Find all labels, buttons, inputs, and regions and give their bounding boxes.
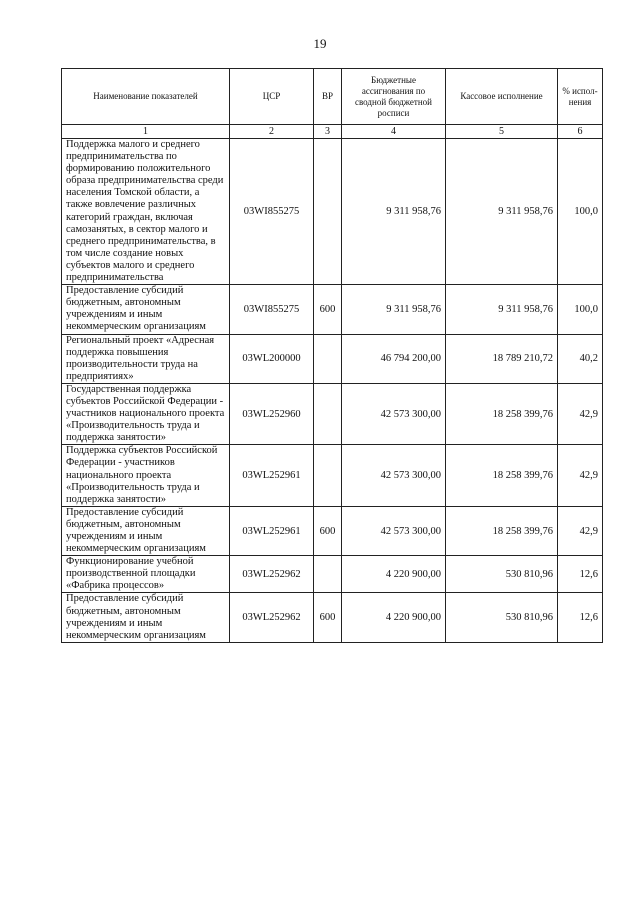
table-row — [62, 506, 603, 555]
row-budget: 46 794 200,00 — [342, 334, 446, 383]
row-pct: 100,0 — [558, 285, 603, 334]
row-budget: 9 311 958,76 — [342, 139, 446, 285]
table-row — [62, 445, 603, 506]
row-vr — [314, 445, 342, 506]
row-cash: 18 789 210,72 — [446, 334, 558, 383]
column-number: 4 — [342, 125, 446, 139]
row-vr: 600 — [314, 285, 342, 334]
row-vr — [314, 139, 342, 285]
row-cash: 9 311 958,76 — [446, 139, 558, 285]
row-csr: 03WI855275 — [230, 285, 314, 334]
row-csr: 03WL252962 — [230, 593, 314, 642]
row-name: Государственная поддержка субъектов Российской Федерации - участников национального проекта «Производительность труда и поддержка занятости» — [62, 383, 230, 444]
table-row — [62, 556, 603, 593]
row-pct: 40,2 — [558, 334, 603, 383]
row-name: Функционирование учебной производственной площадки «Фабрика процессов» — [62, 556, 230, 593]
table-row — [62, 139, 603, 285]
row-budget: 9 311 958,76 — [342, 285, 446, 334]
row-cash: 18 258 399,76 — [446, 445, 558, 506]
page-number: 19 — [313, 36, 327, 51]
row-csr: 03WL200000 — [230, 334, 314, 383]
row-vr: 600 — [314, 506, 342, 555]
row-cash: 18 258 399,76 — [446, 506, 558, 555]
row-csr: 03WL252962 — [230, 556, 314, 593]
header-cash: Кассовое исполнение — [446, 69, 558, 125]
column-number-row — [62, 125, 603, 139]
header-name: Наименование показателей — [62, 69, 230, 125]
row-pct: 12,6 — [558, 593, 603, 642]
row-cash: 18 258 399,76 — [446, 383, 558, 444]
row-budget: 42 573 300,00 — [342, 445, 446, 506]
row-csr: 03WL252960 — [230, 383, 314, 444]
row-csr: 03WL252961 — [230, 506, 314, 555]
row-name: Поддержка субъектов Российской Федерации - участников национального проекта «Производительность труда и поддержка занятости» — [62, 445, 230, 506]
table-row — [62, 285, 603, 334]
column-number: 3 — [314, 125, 342, 139]
row-vr: 600 — [314, 593, 342, 642]
row-pct: 12,6 — [558, 556, 603, 593]
row-cash: 530 810,96 — [446, 593, 558, 642]
table-row — [62, 593, 603, 642]
row-budget: 42 573 300,00 — [342, 383, 446, 444]
row-cash: 9 311 958,76 — [446, 285, 558, 334]
row-budget: 42 573 300,00 — [342, 506, 446, 555]
column-number: 5 — [446, 125, 558, 139]
row-name: Региональный проект «Адресная поддержка повышения производительности труда на предприятиях» — [62, 334, 230, 383]
row-vr — [314, 556, 342, 593]
row-csr: 03WI855275 — [230, 139, 314, 285]
row-pct: 42,9 — [558, 506, 603, 555]
column-number: 2 — [230, 125, 314, 139]
header-budget: Бюджетные ассигнования по сводной бюджетной росписи — [342, 69, 446, 125]
row-pct: 100,0 — [558, 139, 603, 285]
column-number: 6 — [558, 125, 603, 139]
row-budget: 4 220 900,00 — [342, 556, 446, 593]
row-pct: 42,9 — [558, 445, 603, 506]
row-cash: 530 810,96 — [446, 556, 558, 593]
row-budget: 4 220 900,00 — [342, 593, 446, 642]
row-name: Предоставление субсидий бюджетным, автономным учреждениям и иным некоммерческим организациям — [62, 593, 230, 642]
header-vr: ВР — [314, 69, 342, 125]
header-csr: ЦСР — [230, 69, 314, 125]
row-name: Предоставление субсидий бюджетным, автономным учреждениям и иным некоммерческим организациям — [62, 285, 230, 334]
table-row — [62, 383, 603, 444]
table-header-row — [62, 69, 603, 125]
row-name: Поддержка малого и среднего предпринимательства по формированию положительного образа предпринимательства среди населения Томской области, а также вовлечение различных категорий граждан, включая самозанятых, в сектор малого и среднего предпринимательства, в том числе создание новых субъектов малого и среднего предпринимательства — [62, 139, 230, 285]
row-vr — [314, 334, 342, 383]
row-vr — [314, 383, 342, 444]
row-name: Предоставление субсидий бюджетным, автономным учреждениям и иным некоммерческим организациям — [62, 506, 230, 555]
table-row — [62, 334, 603, 383]
header-pct: % испол- нения — [558, 69, 603, 125]
budget-execution-table — [61, 68, 603, 643]
row-pct: 42,9 — [558, 383, 603, 444]
column-number: 1 — [62, 125, 230, 139]
row-csr: 03WL252961 — [230, 445, 314, 506]
